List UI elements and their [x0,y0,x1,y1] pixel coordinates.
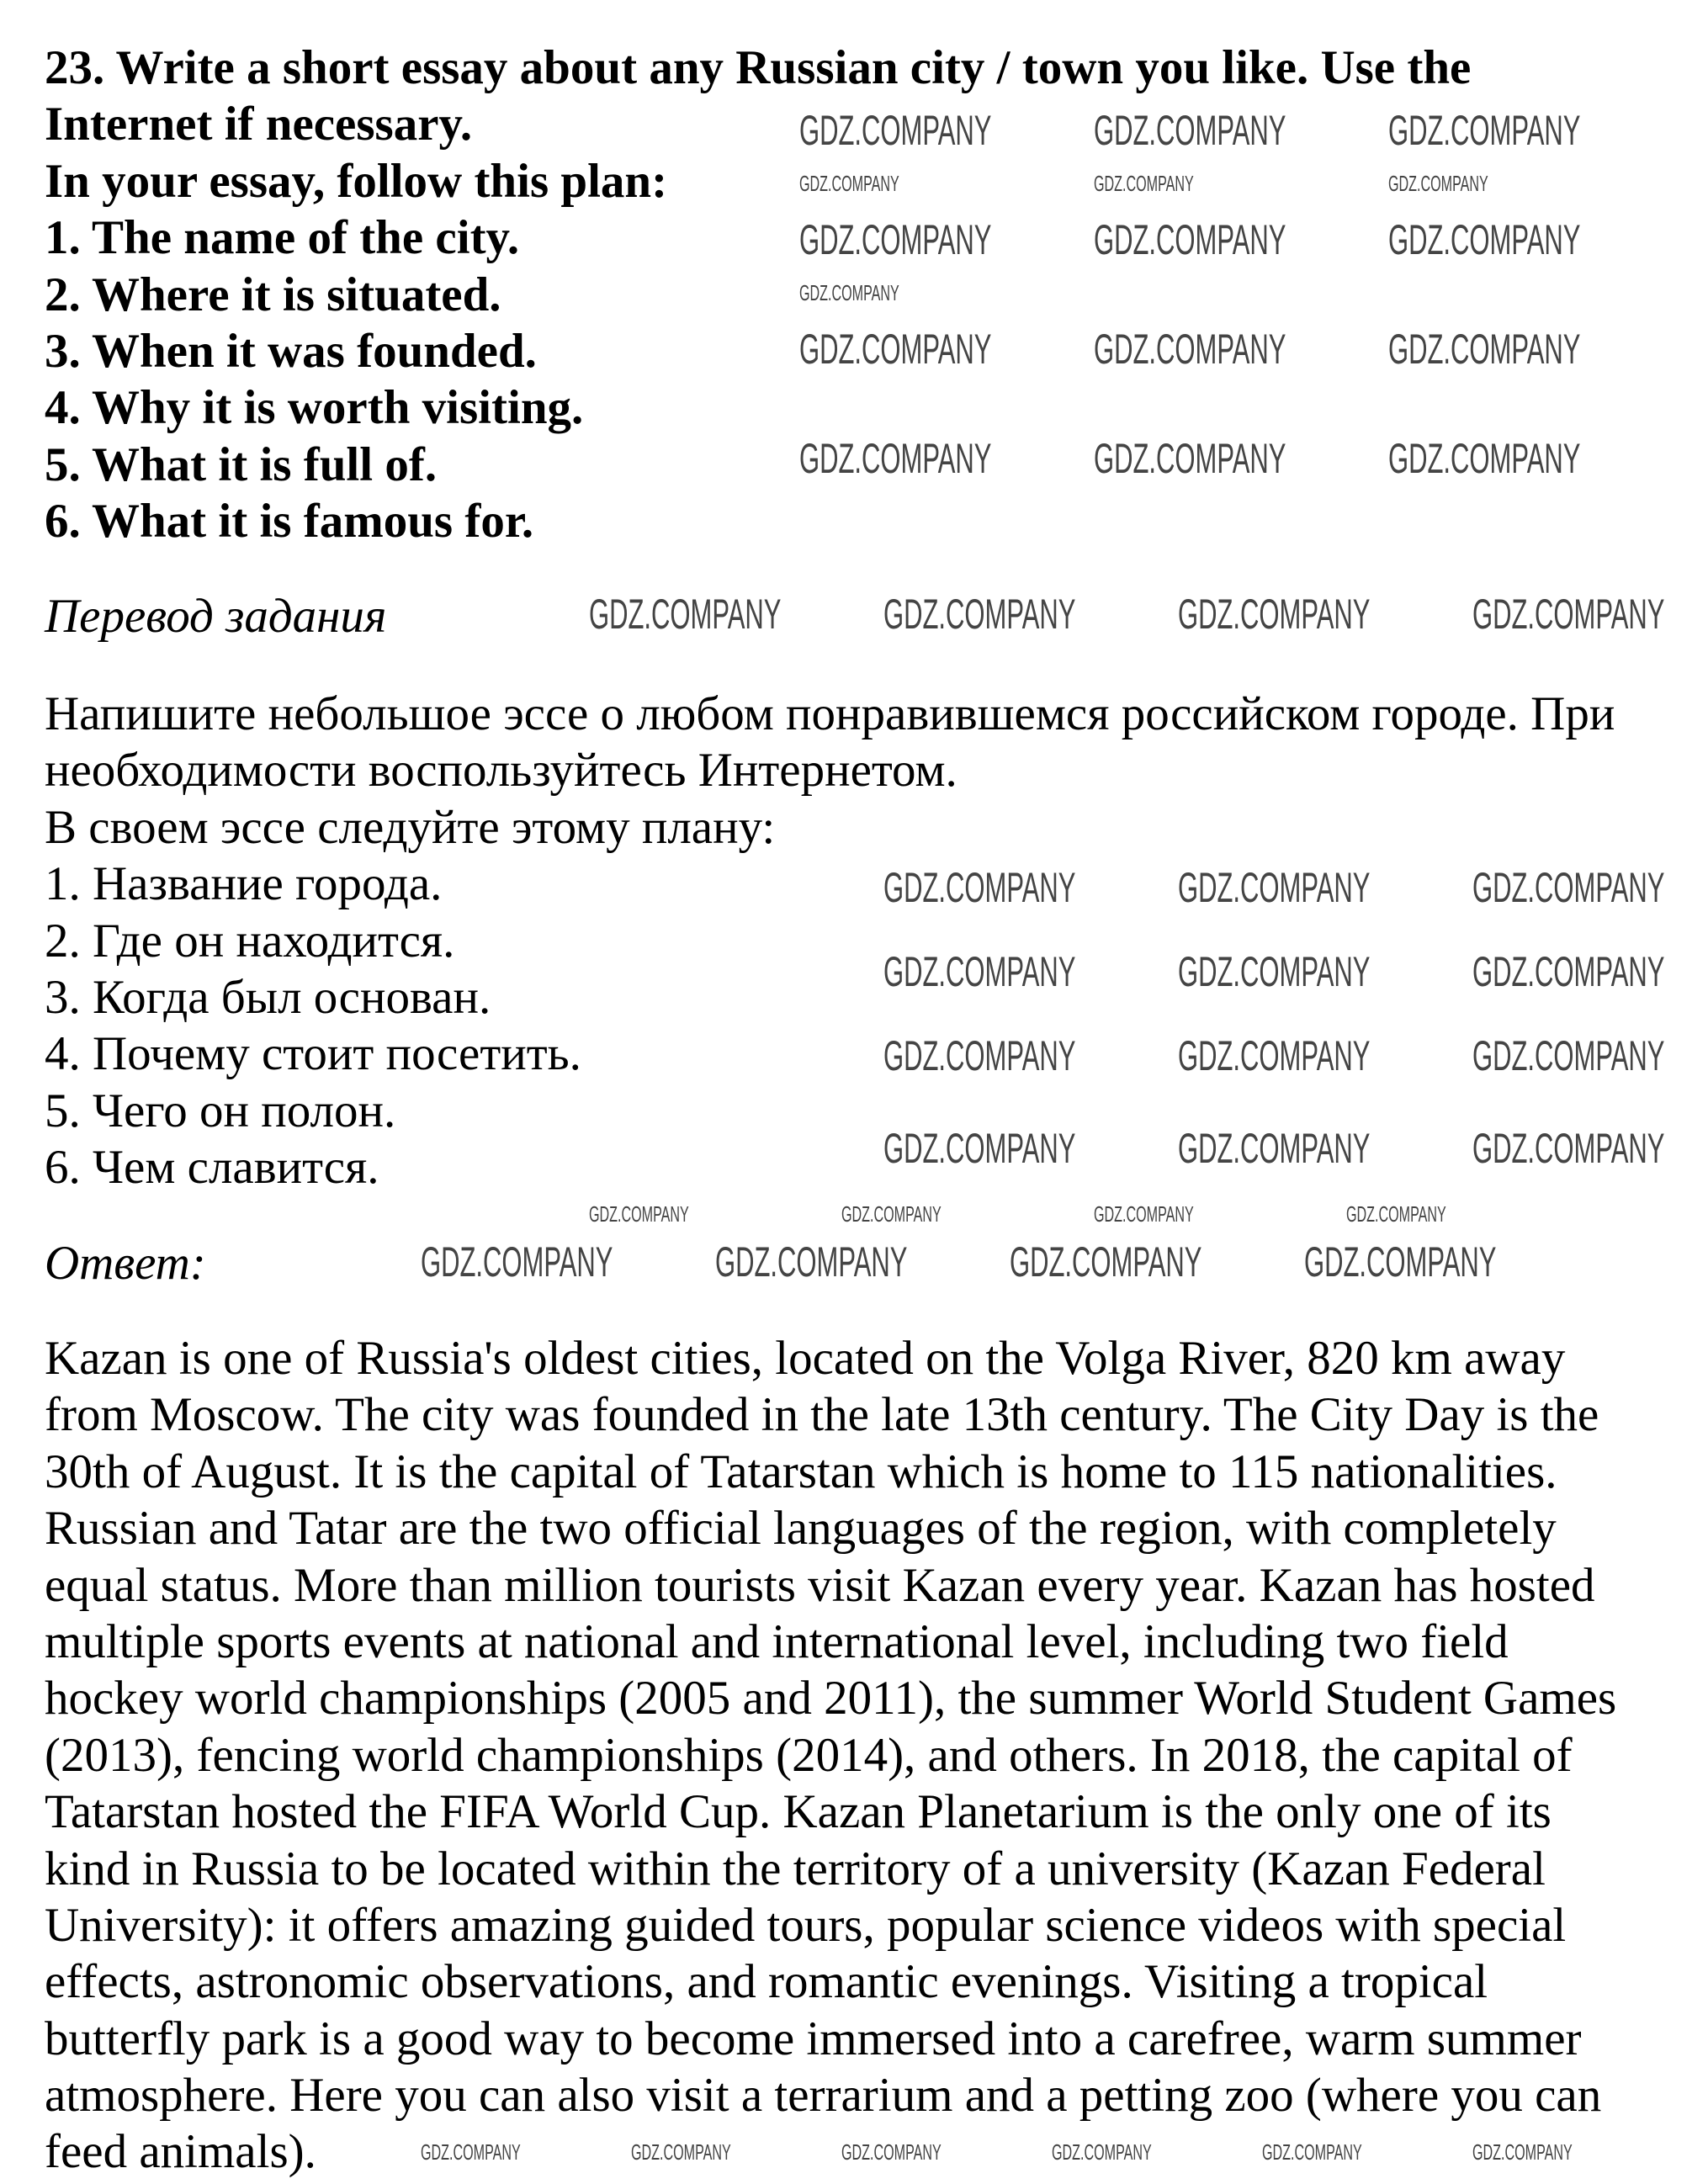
answer-line: feed animals). [45,2125,316,2179]
translation-plan-item: 6. Чем славится. [45,1141,379,1195]
translation-text [45,686,1615,1196]
plan-item: 6. What it is famous for. [45,495,534,549]
watermark: GDZ.COMPANY [1472,948,1665,995]
plan-item: 3. When it was founded. [45,324,537,378]
answer-line: 30th of August. It is the capital of Tatarstan which is home to 115 nationalities. [45,1445,1557,1498]
watermark: GDZ.COMPANY [883,591,1076,638]
translation-plan-item: 4. Почему стоит посетить. [45,1027,581,1081]
watermark: GDZ.COMPANY [1304,1238,1497,1285]
watermark: GDZ.COMPANY [1178,591,1371,638]
watermark: GDZ.COMPANY [1472,1125,1665,1172]
translation-plan-item: 1. Название города. [45,857,443,911]
answer-line: equal status. More than million tourists visit Kazan every year. Kazan has hosted [45,1558,1595,1612]
watermark: GDZ.COMPANY [1178,1125,1371,1172]
task-line: Internet if necessary. [45,98,473,151]
answer-text [45,1330,1616,2181]
watermark: GDZ.COMPANY [799,171,899,196]
translation-plan-item: 2. Где он находится. [45,914,455,967]
watermark: GDZ.COMPANY [799,435,992,482]
answer-line: University): it offers amazing guided tours, popular science videos with special [45,1898,1567,1952]
watermark: GDZ.COMPANY [799,107,992,154]
task-line: 23. Write a short essay about any Russian city / town you like. Use the [45,41,1472,94]
watermark: GDZ.COMPANY [799,216,992,263]
watermark: GDZ.COMPANY [1178,948,1371,995]
watermark: GDZ.COMPANY [799,280,899,305]
watermark: GDZ.COMPANY [883,948,1076,995]
watermark: GDZ.COMPANY [883,864,1076,911]
watermark: GDZ.COMPANY [1094,435,1286,482]
answer-line: butterfly park is a good way to become immersed into a carefree, warm summer [45,2012,1582,2065]
watermark: GDZ.COMPANY [1388,435,1581,482]
watermark: GDZ.COMPANY [1388,216,1581,263]
watermark: GDZ.COMPANY [1178,864,1371,911]
watermark: GDZ.COMPANY [1094,216,1286,263]
watermark: GDZ.COMPANY [841,1201,942,1227]
answer-heading: Ответ: [45,1237,206,1290]
watermark: GDZ.COMPANY [1472,864,1665,911]
watermark: GDZ.COMPANY [589,591,782,638]
watermark: GDZ.COMPANY [1346,1201,1446,1227]
watermark: GDZ.COMPANY [1178,1032,1371,1079]
watermark: GDZ.COMPANY [883,1125,1076,1172]
task-line: In your essay, follow this plan: [45,154,668,208]
watermark: GDZ.COMPANY [883,1032,1076,1079]
translation-plan-item: 5. Чего он полон. [45,1084,396,1137]
answer-line: Kazan is one of Russia's oldest cities, located on the Volga River, 820 km away [45,1332,1566,1385]
watermark: GDZ.COMPANY [1094,171,1194,196]
answer-line: (2013), fencing world championships (2014), and others. In 2018, the capital of [45,1728,1573,1782]
watermark: GDZ.COMPANY [1094,107,1286,154]
watermark: GDZ.COMPANY [1052,2139,1152,2165]
watermark: GDZ.COMPANY [1262,2139,1362,2165]
translation-heading: Перевод задания [45,590,387,643]
plan-item: 1. The name of the city. [45,211,520,265]
watermark: GDZ.COMPANY [1094,1201,1194,1227]
watermark: GDZ.COMPANY [589,1201,689,1227]
answer-line: effects, astronomic observations, and romantic evenings. Visiting a tropical [45,1955,1488,2009]
answer-line: Russian and Tatar are the two official languages of the region, with completely [45,1502,1557,1556]
watermark: GDZ.COMPANY [1472,1032,1665,1079]
translation-line: необходимости воспользуйтесь Интернетом. [45,744,957,798]
answer-line: hockey world championships (2005 and 2011), the summer World Student Games [45,1672,1617,1725]
watermark: GDZ.COMPANY [1388,326,1581,373]
watermark: GDZ.COMPANY [1388,171,1488,196]
answer-line: atmosphere. Here you can also visit a terrarium and a petting zoo (where you can [45,2069,1602,2123]
plan-item: 5. What it is full of. [45,437,438,491]
watermark: GDZ.COMPANY [1388,107,1581,154]
answer-line: kind in Russia to be located within the territory of a university (Kazan Federal [45,1842,1546,1895]
watermark: GDZ.COMPANY [1472,2139,1573,2165]
plan-item: 2. Where it is situated. [45,268,501,321]
answer-line: from Moscow. The city was founded in the late 13th century. The City Day is the [45,1388,1599,1442]
watermark: GDZ.COMPANY [1094,326,1286,373]
translation-plan-item: 3. Когда был основан. [45,970,491,1024]
translation-line: Напишите небольшое эссе о любом понравившемся российском городе. При [45,687,1615,740]
watermark: GDZ.COMPANY [841,2139,942,2165]
plan-item: 4. Why it is worth visiting. [45,381,584,435]
watermark: GDZ.COMPANY [631,2139,731,2165]
answer-line: Tatarstan hosted the FIFA World Cup. Kazan Planetarium is the only one of its [45,1785,1552,1839]
watermark: GDZ.COMPANY [1472,591,1665,638]
watermark: GDZ.COMPANY [715,1238,908,1285]
watermark: GDZ.COMPANY [1010,1238,1202,1285]
watermark: GDZ.COMPANY [799,326,992,373]
translation-line: В своем эссе следуйте этому плану: [45,800,776,854]
watermark: GDZ.COMPANY [421,1238,613,1285]
answer-line: multiple sports events at national and international level, including two field [45,1614,1509,1668]
watermark: GDZ.COMPANY [421,2139,521,2165]
